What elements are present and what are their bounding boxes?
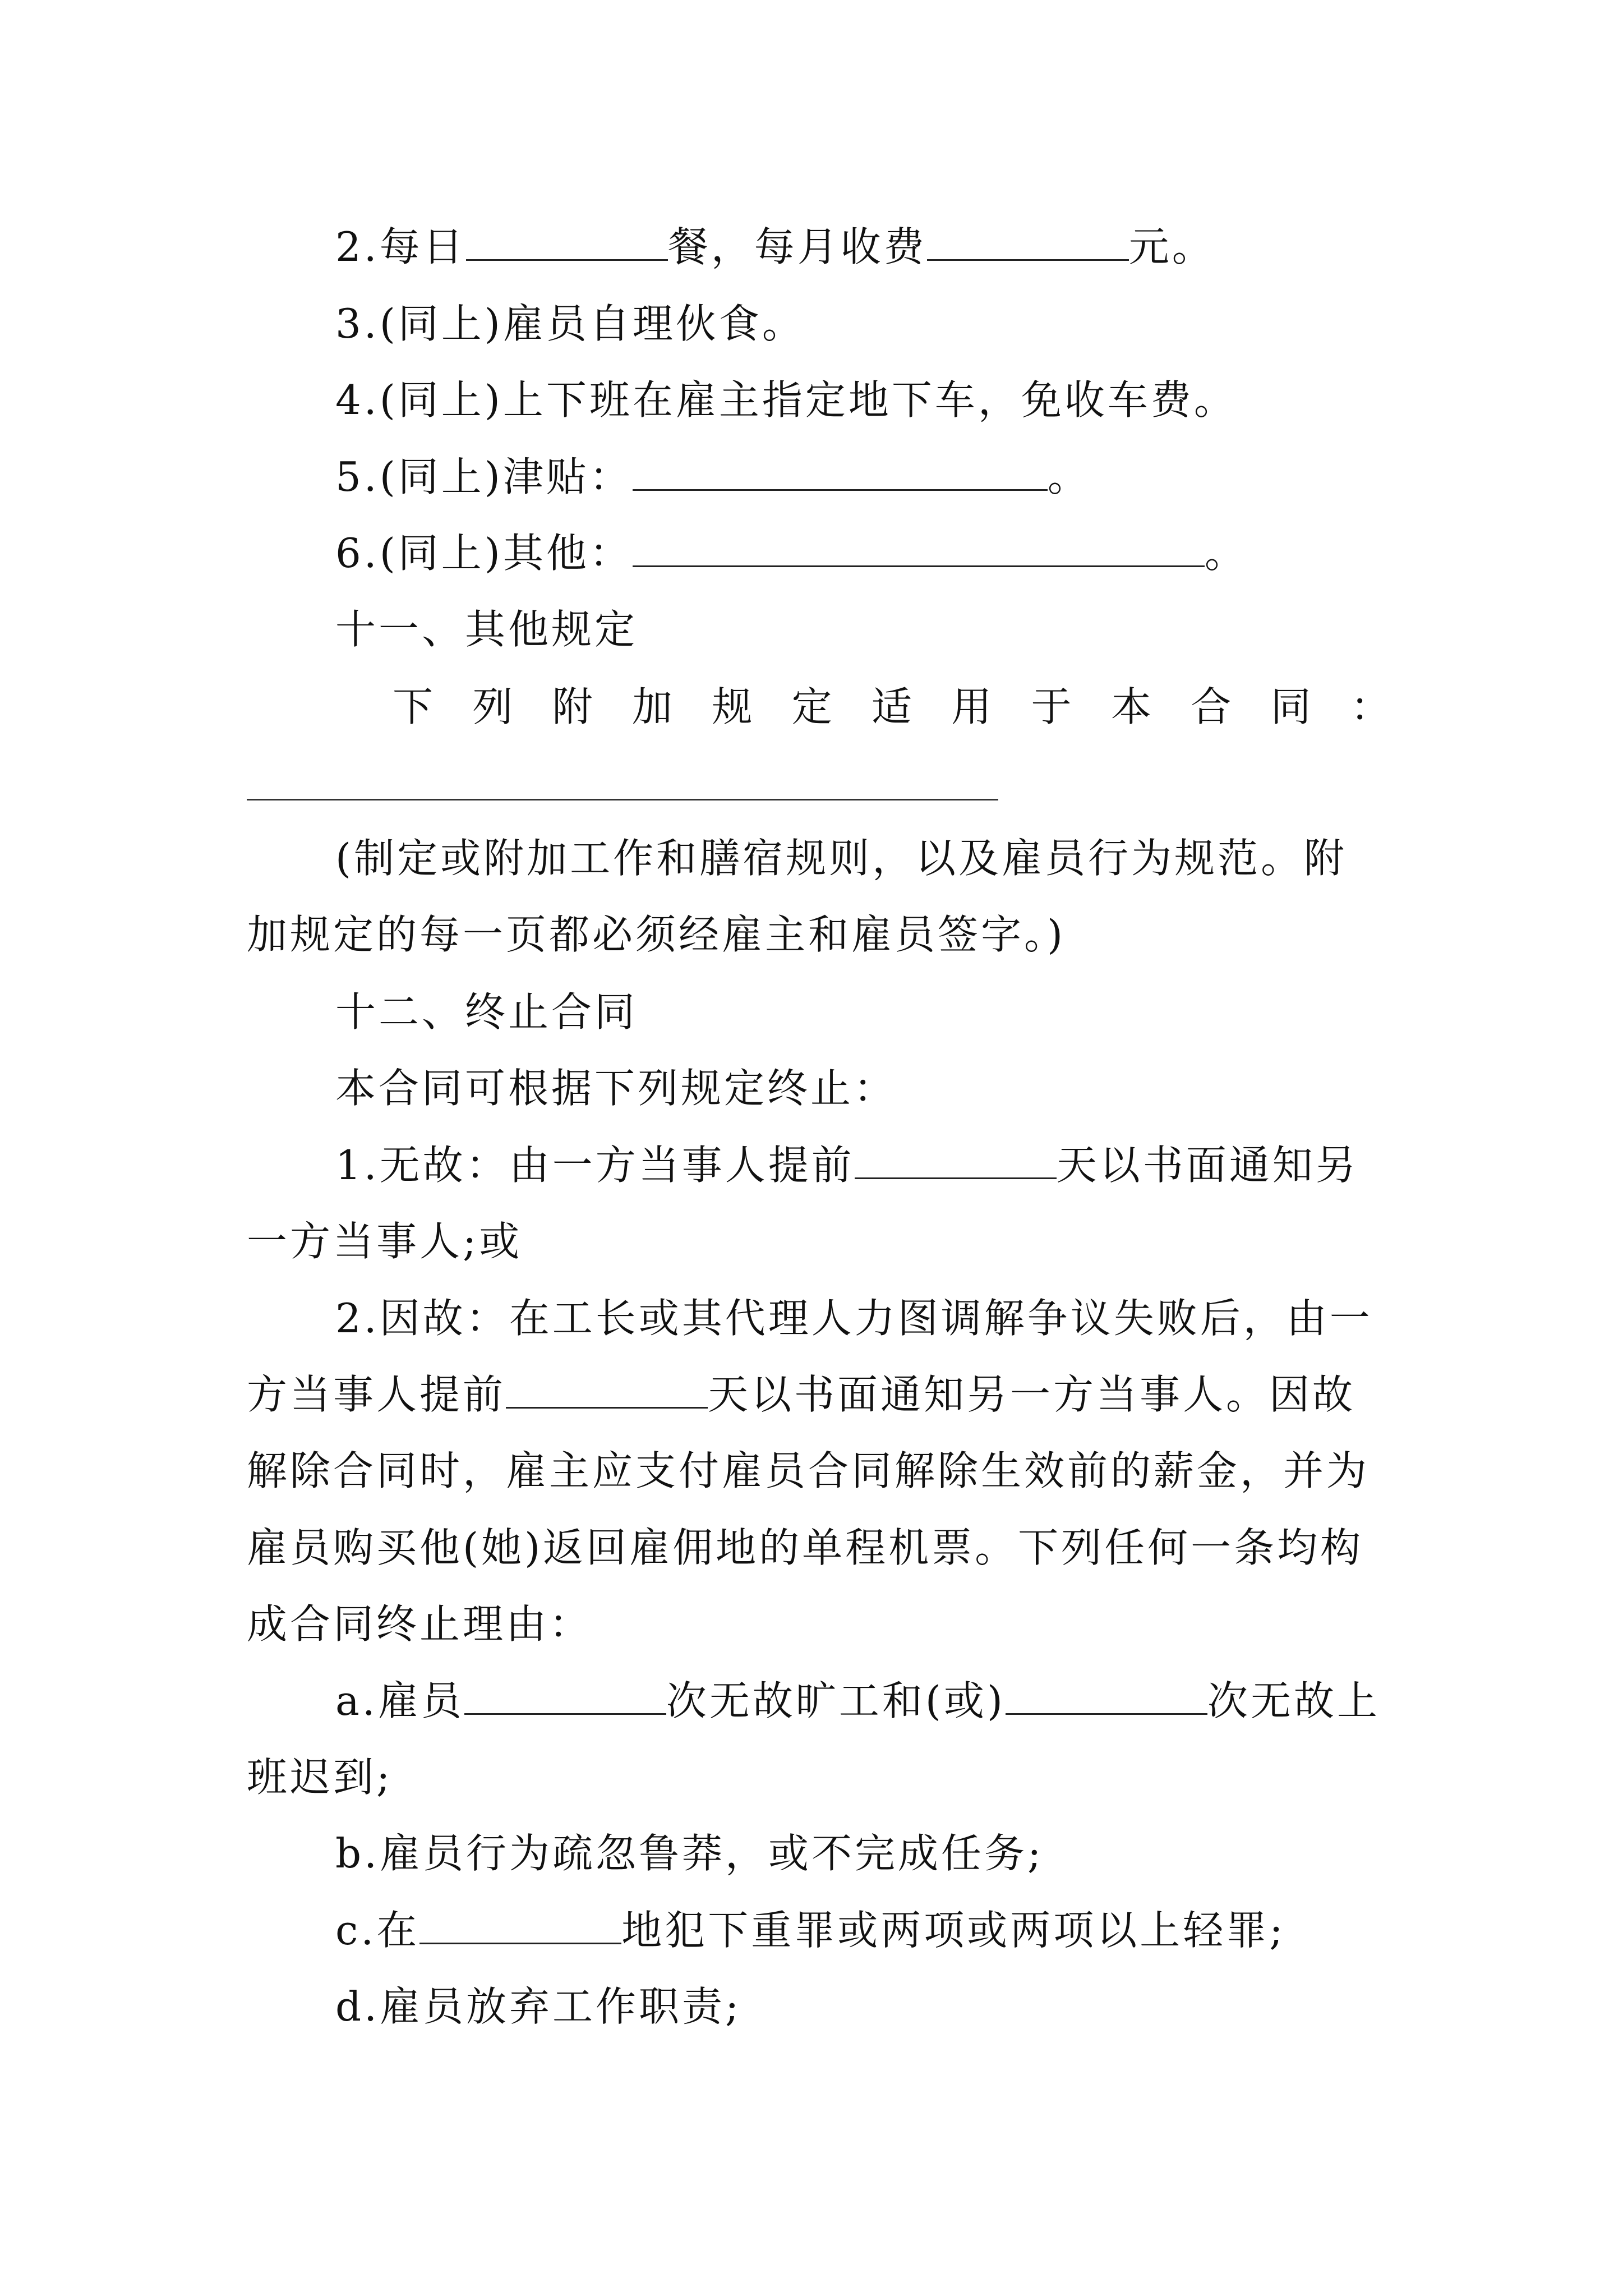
cause-notice-days-blank bbox=[506, 1370, 708, 1409]
spread-char: ： bbox=[1350, 683, 1391, 730]
other-blank bbox=[633, 528, 1205, 567]
reason-b: b.雇员行为疏忽鲁莽，或不完成任务; bbox=[335, 1830, 1044, 1877]
notice-days-blank bbox=[855, 1140, 1057, 1179]
item-2-text-c: 元。 bbox=[1128, 223, 1215, 270]
reason-a-line-1 bbox=[335, 1673, 1391, 1729]
section-11-note-line-1: (制定或附加工作和膳宿规则，以及雇员行为规范。附 bbox=[335, 835, 1348, 882]
item-2-text-a: 2.每日 bbox=[335, 223, 466, 270]
spread-char: 下 bbox=[393, 683, 434, 730]
spread-char: 附 bbox=[552, 683, 593, 730]
reason-a-text-a: a.雇员 bbox=[335, 1677, 464, 1724]
reason-c-text-a: c.在 bbox=[335, 1907, 420, 1954]
item-6-text-a: 6.(同上)其他： bbox=[335, 530, 633, 577]
item-2-text-b: 餐，每月收费 bbox=[667, 223, 927, 270]
fee-blank bbox=[927, 222, 1129, 261]
term-2-line-2 bbox=[247, 1366, 1391, 1423]
item-5-text-a: 5.(同上)津贴： bbox=[335, 453, 633, 500]
item-2-meals bbox=[335, 219, 1391, 275]
section-12-title: 十二、终止合同 bbox=[335, 988, 638, 1036]
spread-char: 适 bbox=[871, 683, 912, 730]
term-2-line-1: 2.因故：在工长或其代理人力图调解争议失败后，由一 bbox=[335, 1295, 1373, 1342]
item-3: 3.(同上)雇员自理伙食。 bbox=[335, 300, 805, 347]
reason-a-line-2: 班迟到; bbox=[247, 1754, 393, 1801]
item-4: 4.(同上)上下班在雇主指定地下车，免收车费。 bbox=[335, 376, 1237, 424]
term-2-text-b: 天以书面通知另一方当事人。因故 bbox=[708, 1371, 1356, 1418]
late-count-blank bbox=[1006, 1676, 1207, 1715]
term-1-text-b: 天以书面通知另 bbox=[1056, 1142, 1359, 1189]
section-11-title: 十一、其他规定 bbox=[335, 606, 638, 653]
spread-char: 合 bbox=[1191, 683, 1232, 730]
meals-blank bbox=[466, 222, 668, 261]
term-1-text-a: 1.无故：由一方当事人提前 bbox=[335, 1142, 855, 1189]
reason-a-text-c: 次无故上 bbox=[1207, 1677, 1381, 1724]
term-2-line-3: 解除合同时，雇主应支付雇员合同解除生效前的薪金，并为 bbox=[247, 1447, 1370, 1494]
term-2-line-4: 雇员购买他(她)返回雇佣地的单程机票。下列任何一条均构 bbox=[247, 1524, 1364, 1571]
absence-count-blank bbox=[464, 1676, 666, 1715]
spread-char: 定 bbox=[791, 683, 832, 730]
section-12-intro: 本合同可根据下列规定终止： bbox=[335, 1065, 897, 1112]
spread-char: 本 bbox=[1110, 683, 1151, 730]
spread-char: 于 bbox=[1031, 683, 1072, 730]
reason-a-text-b: 次无故旷工和(或) bbox=[666, 1677, 1006, 1724]
item-5-allowance bbox=[335, 449, 1391, 505]
item-6-text-b: 。 bbox=[1204, 530, 1248, 577]
section-11-note-line-2: 加规定的每一页都必须经雇主和雇员签字。) bbox=[247, 911, 1066, 958]
spread-char: 用 bbox=[951, 683, 992, 730]
item-6-other bbox=[335, 525, 1391, 581]
reason-c-text-b: 地犯下重罪或两项或两项以上轻罪; bbox=[621, 1907, 1286, 1954]
item-5-text-b: 。 bbox=[1047, 453, 1091, 500]
term-2-line-5: 成合同终止理由： bbox=[247, 1600, 593, 1648]
additional-rules-blank-line bbox=[247, 799, 998, 800]
section-11-spread-line bbox=[393, 679, 1391, 735]
spread-char: 同 bbox=[1270, 683, 1311, 730]
reason-d: d.雇员放弃工作职责; bbox=[335, 1983, 742, 2030]
reason-c bbox=[335, 1902, 1391, 1958]
spread-char: 加 bbox=[631, 683, 672, 730]
spread-char: 列 bbox=[472, 683, 513, 730]
term-1-line-1 bbox=[335, 1137, 1391, 1193]
spread-char: 规 bbox=[712, 683, 753, 730]
term-2-text-a: 方当事人提前 bbox=[247, 1371, 506, 1418]
location-blank bbox=[419, 1906, 621, 1944]
term-1-line-2: 一方当事人;或 bbox=[247, 1218, 523, 1265]
allowance-blank bbox=[633, 452, 1048, 491]
